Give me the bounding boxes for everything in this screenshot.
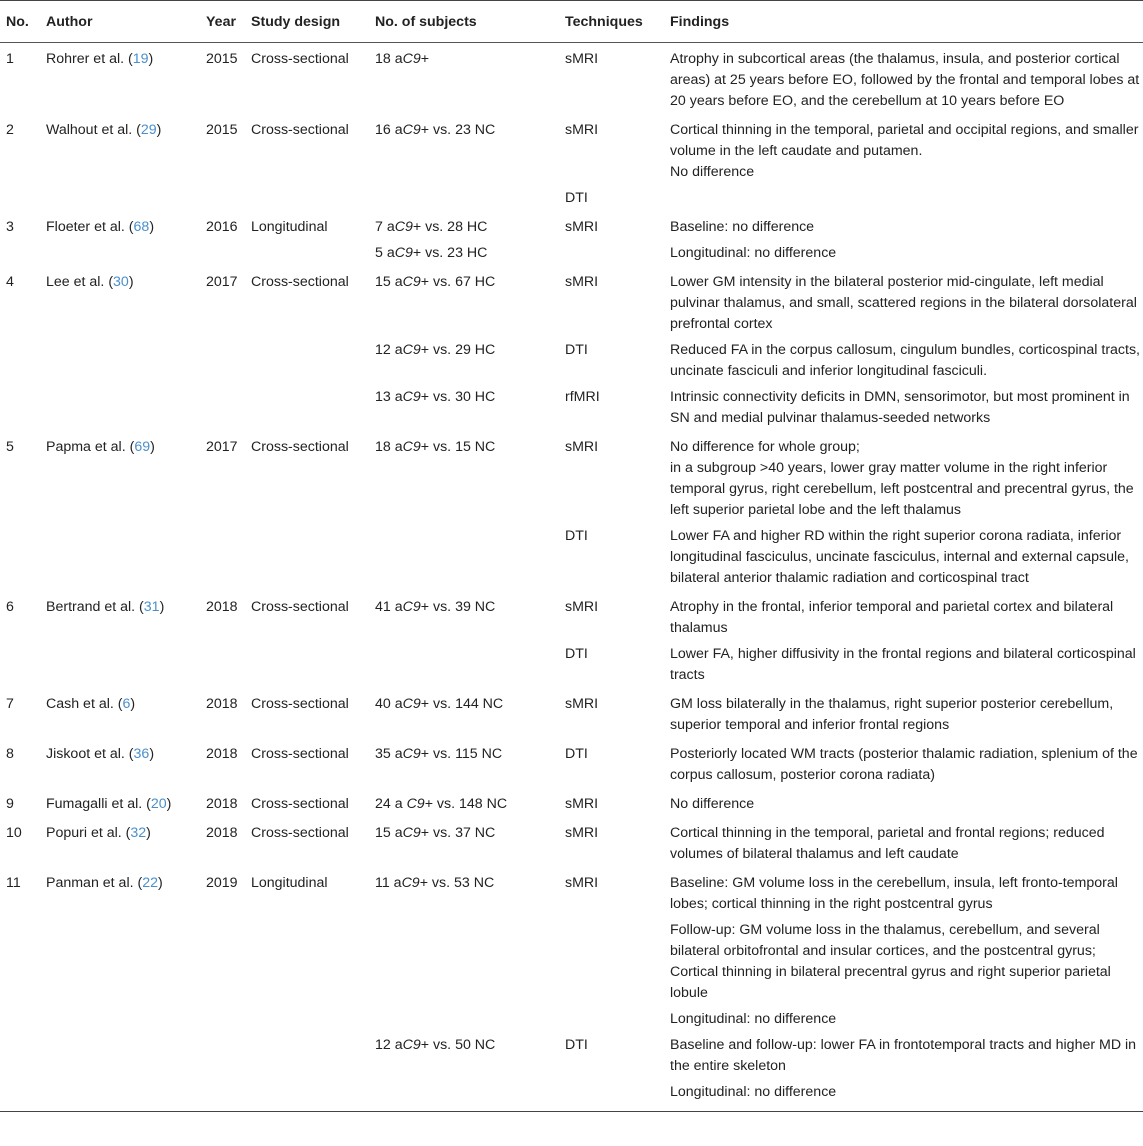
author-cell	[40, 1032, 200, 1079]
techniques-cell: DTI	[565, 1037, 588, 1053]
techniques-cell	[559, 1006, 664, 1032]
row-number	[0, 1079, 40, 1112]
subjects-cell: 7 aC9+ vs. 28 HC	[375, 219, 488, 235]
table-row	[0, 185, 1143, 211]
header-row	[0, 1, 1143, 43]
reference-link[interactable]: 20	[150, 796, 167, 812]
study-design-cell: Cross-sectional	[251, 696, 349, 712]
author-cell	[40, 240, 200, 266]
techniques-cell: DTI	[565, 528, 588, 544]
findings-cell: GM loss bilaterally in the thalamus, right superior posterior cerebellum, superior temporal and inferior frontal regions	[670, 696, 1114, 733]
techniques-cell: sMRI	[565, 219, 599, 235]
author-name: Walhout et al. (	[46, 122, 141, 138]
subjects-cell: 35 aC9+ vs. 115 NC	[375, 746, 503, 762]
table-row	[0, 738, 1143, 788]
subjects-cell: 11 aC9+ vs. 53 NC	[375, 875, 495, 891]
techniques-cell: sMRI	[565, 696, 599, 712]
author-close-paren: )	[166, 796, 172, 812]
findings-cell: Lower GM intensity in the bilateral posterior mid-cingulate, left medial pulvinar thalamus, and small, scattered regions in the bilateral dorsolateral prefrontal cortex	[670, 274, 1137, 332]
author-cell	[40, 266, 200, 337]
study-design-cell	[245, 641, 369, 688]
findings-cell: Baseline: GM volume loss in the cerebellum, insula, left fronto-temporal lobes; cortical thinning in the right postcentral gyrus	[670, 875, 1118, 912]
year-cell: 2018	[206, 796, 238, 812]
study-design-cell: Cross-sectional	[251, 796, 349, 812]
author-close-paren: )	[159, 599, 165, 615]
findings-cell: Atrophy in the frontal, inferior temporal and parietal cortex and bilateral thalamus	[670, 599, 1114, 636]
subjects-cell: 5 aC9+ vs. 23 HC	[375, 245, 488, 261]
author-name: Panman et al. (	[46, 875, 143, 891]
author-name: Floeter et al. (	[46, 219, 134, 235]
subjects-cell: 13 aC9+ vs. 30 HC	[375, 389, 496, 405]
row-number	[0, 523, 40, 591]
findings-cell: No difference	[670, 796, 755, 812]
year-cell	[200, 384, 245, 431]
row-number	[0, 641, 40, 688]
author-name: Rohrer et al. (	[46, 51, 133, 67]
reference-link[interactable]: 6	[122, 696, 131, 712]
row-number: 11	[6, 875, 21, 891]
study-design-cell	[245, 1079, 369, 1112]
table-row	[0, 211, 1143, 240]
table-row	[0, 240, 1143, 266]
year-cell: 2017	[206, 439, 238, 455]
author-cell	[40, 523, 200, 591]
author-name: Papma et al. (	[46, 439, 135, 455]
reference-link[interactable]: 69	[134, 439, 151, 455]
author-close-paren: )	[146, 825, 151, 841]
subjects-cell: 18 aC9+	[375, 51, 430, 67]
row-number	[0, 185, 40, 211]
subjects-cell	[369, 917, 559, 1006]
author-cell	[40, 1079, 200, 1112]
table-row	[0, 788, 1143, 817]
study-design-cell	[245, 240, 369, 266]
row-number: 10	[6, 825, 22, 841]
header-subjects: No. of subjects	[369, 1, 559, 43]
year-cell: 2018	[206, 825, 238, 841]
reference-link[interactable]: 31	[143, 599, 160, 615]
subjects-cell	[369, 523, 559, 591]
year-cell	[200, 641, 245, 688]
study-design-cell	[245, 1032, 369, 1079]
findings-cell: Intrinsic connectivity deficits in DMN, sensorimotor, but most prominent in SN and medial pulvinar thalamus-seeded networks	[670, 389, 1130, 426]
year-cell	[200, 917, 245, 1006]
study-design-cell	[245, 337, 369, 384]
findings-cell: Lower FA, higher diffusivity in the frontal regions and bilateral corticospinal tracts	[670, 646, 1136, 683]
techniques-cell: rfMRI	[565, 389, 600, 405]
year-cell: 2016	[206, 219, 238, 235]
row-number: 3	[6, 219, 14, 235]
author-cell	[40, 384, 200, 431]
subjects-cell: 16 aC9+ vs. 23 NC	[375, 122, 496, 138]
row-number: 1	[6, 51, 14, 67]
table-row	[0, 431, 1143, 523]
reference-link[interactable]: 22	[142, 875, 158, 891]
study-design-cell: Cross-sectional	[251, 274, 349, 290]
table-row	[0, 523, 1143, 591]
techniques-cell: sMRI	[565, 796, 599, 812]
author-close-paren: )	[130, 696, 136, 712]
year-cell: 2018	[206, 696, 238, 712]
reference-link[interactable]: 29	[140, 122, 157, 138]
author-cell	[40, 1006, 200, 1032]
year-cell: 2019	[206, 875, 238, 891]
year-cell: 2018	[206, 746, 238, 762]
author-name: Bertrand et al. (	[46, 599, 144, 615]
findings-cell: No difference for whole group; in a subgroup >40 years, lower gray matter volume in the right inferior temporal gyrus, right cerebellum, left postcentral and precentral gyrus, the left superior parietal lobe and the left thalamus	[670, 439, 1134, 518]
year-cell: 2015	[206, 122, 238, 138]
table-row	[0, 917, 1143, 1006]
row-number	[0, 1032, 40, 1079]
author-close-paren: )	[149, 219, 155, 235]
author-cell	[40, 431, 200, 523]
techniques-cell: sMRI	[565, 599, 599, 615]
header-study-design: Study design	[245, 1, 369, 43]
table-row	[0, 641, 1143, 688]
techniques-cell: sMRI	[565, 274, 599, 290]
subjects-cell	[369, 641, 559, 688]
year-cell	[200, 240, 245, 266]
row-number: 5	[6, 439, 14, 455]
findings-cell	[664, 185, 1143, 211]
findings-cell: Baseline and follow-up: lower FA in frontotemporal tracts and higher MD in the entire skeleton	[670, 1037, 1137, 1074]
subjects-cell: 12 aC9+ vs. 29 HC	[375, 342, 496, 358]
author-cell	[40, 817, 200, 867]
row-number	[0, 337, 40, 384]
findings-cell: Baseline: no difference	[670, 219, 815, 235]
reference-link[interactable]: 36	[133, 746, 150, 762]
study-design-cell: Cross-sectional	[251, 825, 349, 841]
table-row	[0, 688, 1143, 738]
author-cell	[40, 788, 200, 817]
row-number: 6	[6, 599, 14, 615]
author-close-paren: )	[158, 875, 163, 891]
table-row	[0, 1079, 1143, 1112]
row-number: 9	[6, 796, 14, 812]
reference-link[interactable]: 30	[113, 274, 129, 290]
subjects-cell: 41 aC9+ vs. 39 NC	[375, 599, 496, 615]
year-cell: 2017	[206, 274, 238, 290]
subjects-cell	[369, 185, 559, 211]
header-no: No.	[0, 1, 40, 43]
findings-cell: Cortical thinning in the temporal, parietal and occipital regions, and smaller volume in the left caudate and putamen. No difference	[670, 122, 1139, 180]
author-name: Popuri et al. (	[46, 825, 131, 841]
author-close-paren: )	[150, 439, 155, 455]
author-cell	[40, 211, 200, 240]
table-row	[0, 591, 1143, 641]
subjects-cell: 40 aC9+ vs. 144 NC	[375, 696, 504, 712]
study-design-cell: Longitudinal	[251, 219, 328, 235]
study-design-cell: Cross-sectional	[251, 51, 349, 67]
header-year: Year	[200, 1, 245, 43]
author-close-paren: )	[156, 122, 162, 138]
subjects-cell: 18 aC9+ vs. 15 NC	[375, 439, 496, 455]
year-cell: 2018	[206, 599, 238, 615]
findings-cell: Longitudinal: no difference	[670, 1084, 837, 1100]
subjects-cell: 15 aC9+ vs. 67 HC	[375, 274, 496, 290]
table-row	[0, 1032, 1143, 1079]
study-design-cell: Cross-sectional	[251, 439, 349, 455]
study-design-cell: Cross-sectional	[251, 122, 349, 138]
reference-link[interactable]: 19	[132, 51, 149, 67]
study-design-cell	[245, 523, 369, 591]
author-cell	[40, 591, 200, 641]
findings-cell: Cortical thinning in the temporal, parietal and frontal regions; reduced volumes of bilateral thalamus and left caudate	[670, 825, 1105, 862]
row-number	[0, 1006, 40, 1032]
reference-link[interactable]: 32	[130, 825, 147, 841]
author-cell	[40, 337, 200, 384]
year-cell: 2015	[206, 51, 238, 67]
row-number: 4	[6, 274, 14, 290]
row-number: 7	[6, 696, 14, 712]
study-design-cell	[245, 384, 369, 431]
findings-cell: Follow-up: GM volume loss in the thalamus, cerebellum, and several bilateral orbitofrontal and insular cortices, and the postcentral gyrus; Cortical thinning in bilateral precentral gyrus and right superior parietal lobule	[670, 922, 1111, 1001]
author-close-paren: )	[148, 51, 154, 67]
techniques-cell: DTI	[565, 746, 588, 762]
year-cell	[200, 1079, 245, 1112]
year-cell	[200, 1006, 245, 1032]
year-cell	[200, 185, 245, 211]
subjects-cell	[369, 1006, 559, 1032]
techniques-cell: sMRI	[565, 875, 599, 891]
techniques-cell	[559, 240, 664, 266]
author-cell	[40, 641, 200, 688]
row-number: 2	[6, 122, 14, 138]
techniques-cell: sMRI	[565, 439, 599, 455]
subjects-cell: 15 aC9+ vs. 37 NC	[375, 825, 496, 841]
techniques-cell	[559, 1079, 664, 1112]
row-number	[0, 240, 40, 266]
author-cell	[40, 738, 200, 788]
findings-cell: Posteriorly located WM tracts (posterior thalamic radiation, splenium of the corpus callosum, posterior corona radiata)	[670, 746, 1138, 783]
table-row	[0, 337, 1143, 384]
header-findings: Findings	[664, 1, 1143, 43]
author-cell	[40, 185, 200, 211]
author-cell	[40, 688, 200, 738]
findings-cell: Atrophy in subcortical areas (the thalamus, insula, and posterior cortical areas) at 25 years before EO, followed by the frontal and temporal lobes at 20 years before EO, and the cerebellum at 10 years before EO	[670, 51, 1140, 109]
subjects-cell	[369, 1079, 559, 1112]
techniques-cell: DTI	[565, 342, 588, 358]
table-row	[0, 384, 1143, 431]
year-cell	[200, 1032, 245, 1079]
header-author: Author	[40, 1, 200, 43]
subjects-cell: 24 a C9+ vs. 148 NC	[375, 796, 508, 812]
study-design-cell: Cross-sectional	[251, 746, 349, 762]
header-techniques: Techniques	[559, 1, 664, 43]
techniques-cell: DTI	[565, 646, 588, 662]
reference-link[interactable]: 68	[133, 219, 150, 235]
year-cell	[200, 337, 245, 384]
study-design-cell	[245, 917, 369, 1006]
table-row	[0, 867, 1143, 917]
table-row	[0, 114, 1143, 185]
findings-cell: Lower FA and higher RD within the right superior corona radiata, inferior longitudinal fasciculus, uncinate fasciculus, internal and external capsule, bilateral anterior thalamic radiation and corticospinal tract	[670, 528, 1130, 586]
study-design-cell	[245, 1006, 369, 1032]
table-header	[0, 1, 1143, 43]
author-name: Fumagalli et al. (	[46, 796, 151, 812]
author-name: Lee et al. (	[46, 274, 114, 290]
findings-cell: Reduced FA in the corpus callosum, cingulum bundles, corticospinal tracts, uncinate fasciculi and inferior longitudinal fasciculi.	[670, 342, 1141, 379]
table-row	[0, 817, 1143, 867]
study-design-cell: Cross-sectional	[251, 599, 349, 615]
techniques-cell	[559, 917, 664, 1006]
author-name: Jiskoot et al. (	[46, 746, 134, 762]
findings-cell: Longitudinal: no difference	[670, 1011, 837, 1027]
table-row	[0, 43, 1143, 115]
author-cell	[40, 43, 200, 115]
author-cell	[40, 114, 200, 185]
row-number	[0, 917, 40, 1006]
techniques-cell: sMRI	[565, 51, 599, 67]
author-close-paren: )	[128, 274, 134, 290]
techniques-cell: sMRI	[565, 122, 599, 138]
subjects-cell: 12 aC9+ vs. 50 NC	[375, 1037, 496, 1053]
table-row	[0, 266, 1143, 337]
table-body	[0, 43, 1143, 1112]
table-row	[0, 1006, 1143, 1032]
techniques-cell: DTI	[565, 190, 588, 206]
author-cell	[40, 917, 200, 1006]
techniques-cell: sMRI	[565, 825, 599, 841]
author-name: Cash et al. (	[46, 696, 123, 712]
author-cell	[40, 867, 200, 917]
row-number: 8	[6, 746, 14, 762]
row-number	[0, 384, 40, 431]
year-cell	[200, 523, 245, 591]
author-close-paren: )	[149, 746, 155, 762]
study-design-cell	[245, 185, 369, 211]
findings-cell: Longitudinal: no difference	[670, 245, 837, 261]
study-design-cell: Longitudinal	[251, 875, 328, 891]
